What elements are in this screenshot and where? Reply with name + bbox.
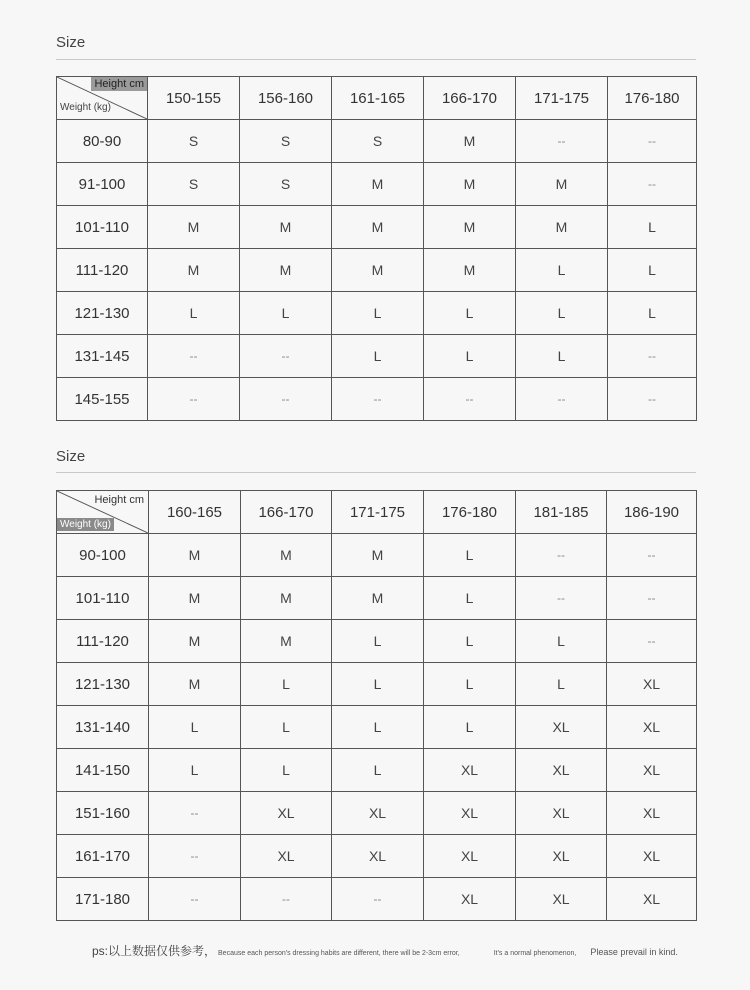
size-cell: L [424, 620, 516, 663]
size-cell: XL [607, 706, 697, 749]
size-cell: L [241, 706, 332, 749]
corner-header [57, 491, 149, 534]
size-cell: L [516, 292, 608, 335]
size-cell: -- [607, 620, 697, 663]
size-chart-body-2 [57, 491, 697, 921]
table-row [57, 120, 697, 163]
size-cell: -- [240, 378, 332, 421]
size-cell: XL [607, 878, 697, 921]
size-cell: L [516, 663, 607, 706]
height-column-header: 176-180 [424, 491, 516, 534]
table-row [57, 620, 697, 663]
size-cell: XL [607, 835, 697, 878]
size-cell: L [332, 706, 424, 749]
size-cell: -- [516, 577, 607, 620]
size-chart-table-1 [56, 76, 697, 421]
size-chart-body-1 [57, 77, 697, 421]
section-title: Size [56, 34, 86, 51]
weight-row-header: 90-100 [57, 534, 149, 577]
size-cell: -- [516, 120, 608, 163]
table-row [57, 792, 697, 835]
size-cell: L [148, 292, 240, 335]
weight-row-header: 145-155 [57, 378, 148, 421]
size-cell: M [516, 206, 608, 249]
size-cell: XL [332, 835, 424, 878]
table-row [57, 663, 697, 706]
table-row [57, 749, 697, 792]
height-column-header: 181-185 [516, 491, 607, 534]
size-cell: -- [149, 878, 241, 921]
size-cell: S [332, 120, 424, 163]
weight-row-header: 131-140 [57, 706, 149, 749]
size-cell: S [148, 120, 240, 163]
size-cell: -- [240, 335, 332, 378]
weight-row-header: 111-120 [57, 620, 149, 663]
size-cell: -- [608, 120, 697, 163]
size-cell: L [424, 534, 516, 577]
size-cell: -- [516, 378, 608, 421]
weight-row-header: 161-170 [57, 835, 149, 878]
size-cell: L [424, 663, 516, 706]
height-column-header: 166-170 [241, 491, 332, 534]
size-cell: -- [607, 577, 697, 620]
table-row [57, 534, 697, 577]
size-cell: -- [332, 378, 424, 421]
size-cell: XL [607, 792, 697, 835]
size-cell: L [240, 292, 332, 335]
weight-axis-label: Weight (kg) [57, 518, 114, 531]
weight-row-header: 91-100 [57, 163, 148, 206]
weight-row-header: 121-130 [57, 663, 149, 706]
height-axis-label: Height cm [91, 77, 147, 91]
size-cell: XL [516, 749, 607, 792]
height-column-header: 171-175 [516, 77, 608, 120]
weight-row-header: 151-160 [57, 792, 149, 835]
weight-axis-label: Weight (kg) [60, 102, 111, 113]
size-cell: XL [516, 835, 607, 878]
weight-row-header: 101-110 [57, 206, 148, 249]
weight-row-header: 101-110 [57, 577, 149, 620]
weight-row-header: 121-130 [57, 292, 148, 335]
size-cell: -- [608, 335, 697, 378]
size-cell: M [332, 534, 424, 577]
height-axis-label: Height cm [94, 494, 144, 506]
size-cell: -- [424, 378, 516, 421]
table-row [57, 292, 697, 335]
height-column-header: 156-160 [240, 77, 332, 120]
size-cell: XL [424, 878, 516, 921]
size-cell: L [424, 335, 516, 378]
height-column-header: 166-170 [424, 77, 516, 120]
size-cell: M [240, 249, 332, 292]
size-cell: XL [241, 835, 332, 878]
section-title: Size [56, 448, 86, 465]
size-cell: L [149, 749, 241, 792]
size-cell: S [240, 120, 332, 163]
size-cell: -- [516, 534, 607, 577]
size-cell: M [424, 249, 516, 292]
size-cell: L [608, 292, 697, 335]
height-column-header: 176-180 [608, 77, 697, 120]
size-cell: M [149, 620, 241, 663]
size-cell: L [608, 249, 697, 292]
size-cell: M [149, 663, 241, 706]
footnote [92, 942, 678, 960]
size-cell: M [241, 534, 332, 577]
size-cell: XL [424, 835, 516, 878]
table-row [57, 335, 697, 378]
size-cell: M [424, 163, 516, 206]
table-row [57, 249, 697, 292]
size-cell: S [148, 163, 240, 206]
size-cell: M [332, 206, 424, 249]
header-row [57, 77, 697, 120]
height-column-header: 186-190 [607, 491, 697, 534]
size-cell: XL [516, 792, 607, 835]
size-cell: L [516, 620, 607, 663]
height-column-header: 160-165 [149, 491, 241, 534]
size-cell: M [148, 206, 240, 249]
size-cell: XL [607, 749, 697, 792]
size-cell: M [332, 249, 424, 292]
size-cell: XL [332, 792, 424, 835]
size-cell: M [241, 620, 332, 663]
size-cell: L [424, 577, 516, 620]
size-cell: M [424, 206, 516, 249]
size-cell: XL [424, 749, 516, 792]
footnote-prevail: Please prevail in kind. [590, 947, 678, 957]
size-cell: L [241, 749, 332, 792]
size-cell: L [424, 706, 516, 749]
size-cell: -- [332, 878, 424, 921]
weight-row-header: 111-120 [57, 249, 148, 292]
weight-row-header: 171-180 [57, 878, 149, 921]
table-row [57, 706, 697, 749]
size-cell: -- [148, 335, 240, 378]
size-cell: L [332, 663, 424, 706]
size-cell: S [240, 163, 332, 206]
size-cell: -- [149, 835, 241, 878]
size-chart-table-2 [56, 490, 697, 921]
table-row [57, 163, 697, 206]
size-cell: L [516, 249, 608, 292]
footnote-detail: Because each person's dressing habits are different, there will be 2-3cm error, [218, 950, 460, 957]
size-cell: -- [607, 534, 697, 577]
weight-row-header: 80-90 [57, 120, 148, 163]
table-row [57, 206, 697, 249]
size-cell: L [332, 335, 424, 378]
table-row [57, 878, 697, 921]
size-cell: XL [516, 706, 607, 749]
size-cell: XL [607, 663, 697, 706]
footnote-main: ps:以上数据仅供参考， [92, 944, 217, 958]
weight-row-header: 141-150 [57, 749, 149, 792]
size-cell: L [332, 292, 424, 335]
header-row [57, 491, 697, 534]
size-cell: M [241, 577, 332, 620]
table-row [57, 378, 697, 421]
height-column-header: 171-175 [332, 491, 424, 534]
table-row [57, 577, 697, 620]
corner-header [57, 77, 148, 120]
size-cell: XL [424, 792, 516, 835]
table-row [57, 835, 697, 878]
height-column-header: 150-155 [148, 77, 240, 120]
size-cell: L [424, 292, 516, 335]
section-divider [56, 59, 696, 60]
size-cell: M [516, 163, 608, 206]
size-cell: XL [241, 792, 332, 835]
size-cell: -- [149, 792, 241, 835]
footnote-phenomenon: It's a normal phenomenon, [493, 950, 577, 957]
size-cell: L [149, 706, 241, 749]
size-cell: M [424, 120, 516, 163]
size-cell: L [516, 335, 608, 378]
size-cell: M [332, 163, 424, 206]
size-cell: M [149, 534, 241, 577]
size-cell: -- [241, 878, 332, 921]
size-cell: L [608, 206, 697, 249]
size-cell: M [240, 206, 332, 249]
size-cell: XL [516, 878, 607, 921]
height-column-header: 161-165 [332, 77, 424, 120]
size-cell: -- [608, 163, 697, 206]
weight-row-header: 131-145 [57, 335, 148, 378]
size-cell: L [332, 749, 424, 792]
size-cell: -- [608, 378, 697, 421]
size-cell: M [332, 577, 424, 620]
size-cell: -- [148, 378, 240, 421]
size-cell: M [148, 249, 240, 292]
size-cell: L [332, 620, 424, 663]
size-cell: M [149, 577, 241, 620]
size-cell: L [241, 663, 332, 706]
section-divider [56, 472, 696, 473]
